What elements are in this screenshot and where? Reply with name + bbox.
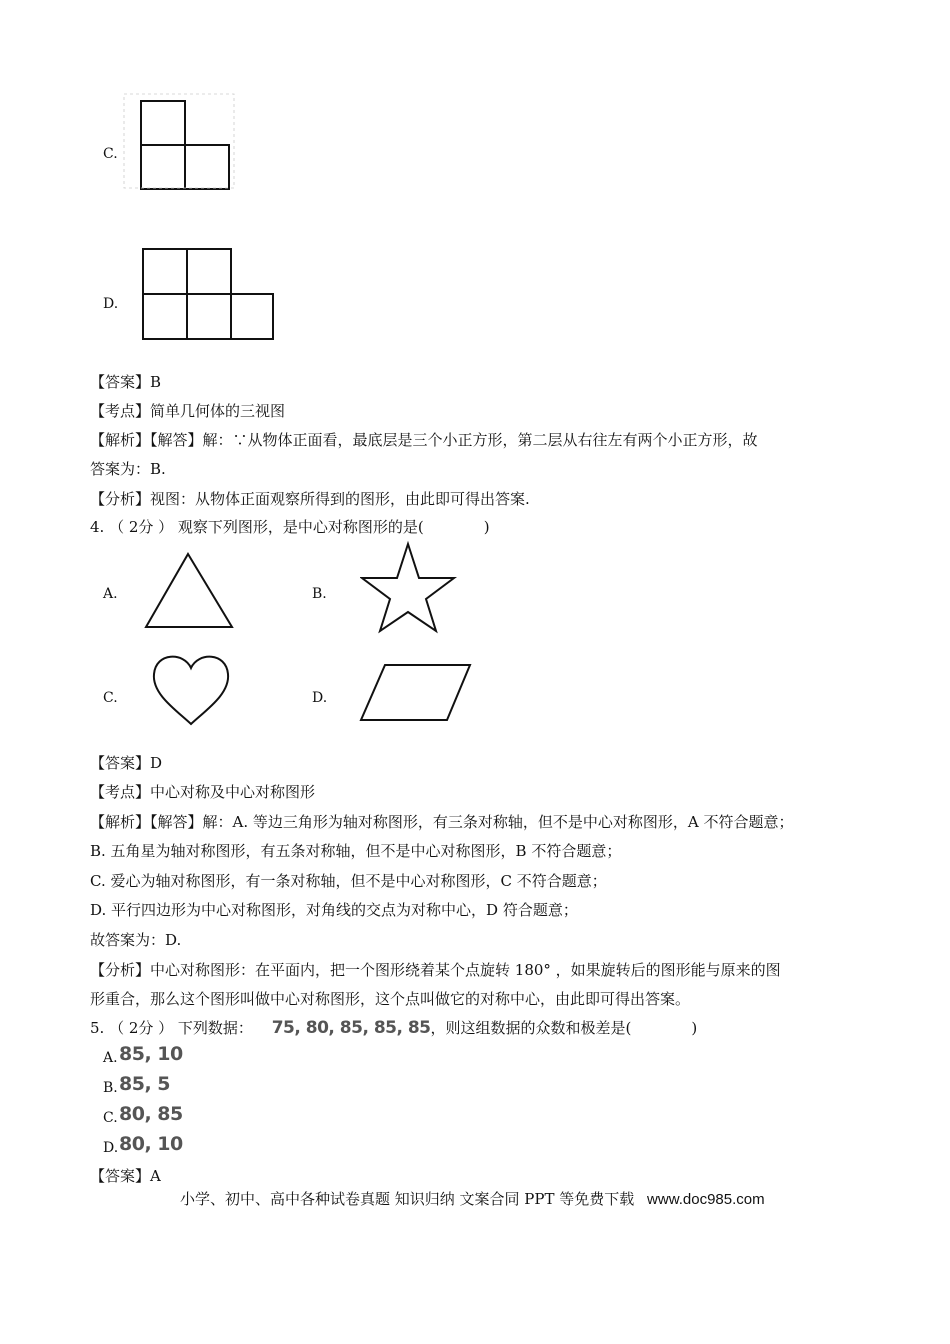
q4-option-b-star xyxy=(360,540,460,635)
q5-option-b-label: B. xyxy=(103,1080,118,1096)
q4-analysis-c: C. 爱心为轴对称图形，有一条对称轴，但不是中心对称图形，C 不符合题意； xyxy=(90,872,607,890)
q4-comment-line1: 【分析】中心对称图形：在平面内，把一个图形绕着某个点旋转 180° ，如果旋转后的图形能与原来的图 xyxy=(90,961,781,979)
q4-option-a-triangle xyxy=(140,550,240,632)
q4-analysis-a: 【解析】【解答】解：A. 等边三角形为轴对称图形，有三条对称轴，但不是中心对称图形，A 不符合题意； xyxy=(90,813,794,831)
q3-option-d-figure xyxy=(135,243,280,343)
q4-answer: 【答案】D xyxy=(90,754,163,772)
q3-comment: 【分析】视图：从物体正面观察所得到的图形，由此即可得出答案. xyxy=(90,490,530,508)
q3-analysis-line1: 【解析】【解答】解：∵从物体正面看，最底层是三个小正方形，第二层从右往左有两个小正方形，故 xyxy=(90,431,758,449)
q5-answer: 【答案】A xyxy=(90,1167,161,1185)
q5-option-a-label: A. xyxy=(103,1050,118,1066)
q3-topic: 【考点】简单几何体的三视图 xyxy=(90,402,286,420)
q4-comment-line2: 形重合，那么这个图形叫做中心对称图形，这个点叫做它的对称中心，由此即可得出答案。 xyxy=(90,990,691,1008)
q4-topic: 【考点】中心对称及中心对称图形 xyxy=(90,783,316,801)
q4-option-c-heart xyxy=(148,648,234,730)
q3-option-c-label: C. xyxy=(103,146,118,162)
q4-stem: 4. （ 2分 ） 观察下列图形，是中心对称图形的是( ) xyxy=(90,518,490,536)
q5-option-d-value: 80, 10 xyxy=(119,1133,183,1155)
q5-option-c-label: C. xyxy=(103,1110,118,1126)
q5-option-b-value: 85, 5 xyxy=(119,1073,170,1095)
q5-option-d-label: D. xyxy=(103,1140,119,1156)
q4-option-a-label: A. xyxy=(103,586,118,602)
q5-data-set: 75, 80, 85, 85, 85 xyxy=(271,1018,431,1038)
q4-analysis-d: D. 平行四边形为中心对称图形，对角线的交点为对称中心，D 符合题意； xyxy=(90,901,578,919)
q5-stem xyxy=(90,1018,697,1038)
q5-stem-prefix: 5. （ 2分 ） 下列数据： xyxy=(90,1019,253,1037)
q4-option-d-parallelogram xyxy=(345,650,475,725)
q4-option-c-label: C. xyxy=(103,690,118,706)
q3-analysis-line2: 答案为：B. xyxy=(90,460,166,478)
q5-option-c-value: 80, 85 xyxy=(119,1103,183,1125)
q3-option-c-figure xyxy=(118,90,248,190)
q3-answer: 【答案】B xyxy=(90,373,162,391)
q3-option-d-label: D. xyxy=(103,296,119,312)
footer-text: 小学、初中、高中各种试卷真题 知识归纳 文案合同 PPT 等免费下载 xyxy=(180,1190,635,1208)
q4-analysis-b: B. 五角星为轴对称图形，有五条对称轴，但不是中心对称图形，B 不符合题意； xyxy=(90,842,622,860)
q5-stem-suffix: ，则这组数据的众数和极差是( ) xyxy=(430,1019,698,1037)
q4-option-d-label: D. xyxy=(312,690,328,706)
q5-option-a-value: 85, 10 xyxy=(119,1043,183,1065)
footer-url[interactable]: www.doc985.com xyxy=(647,1191,765,1208)
q4-option-b-label: B. xyxy=(312,586,327,602)
q4-conclusion: 故答案为：D. xyxy=(90,931,182,949)
page-footer xyxy=(180,1188,765,1209)
